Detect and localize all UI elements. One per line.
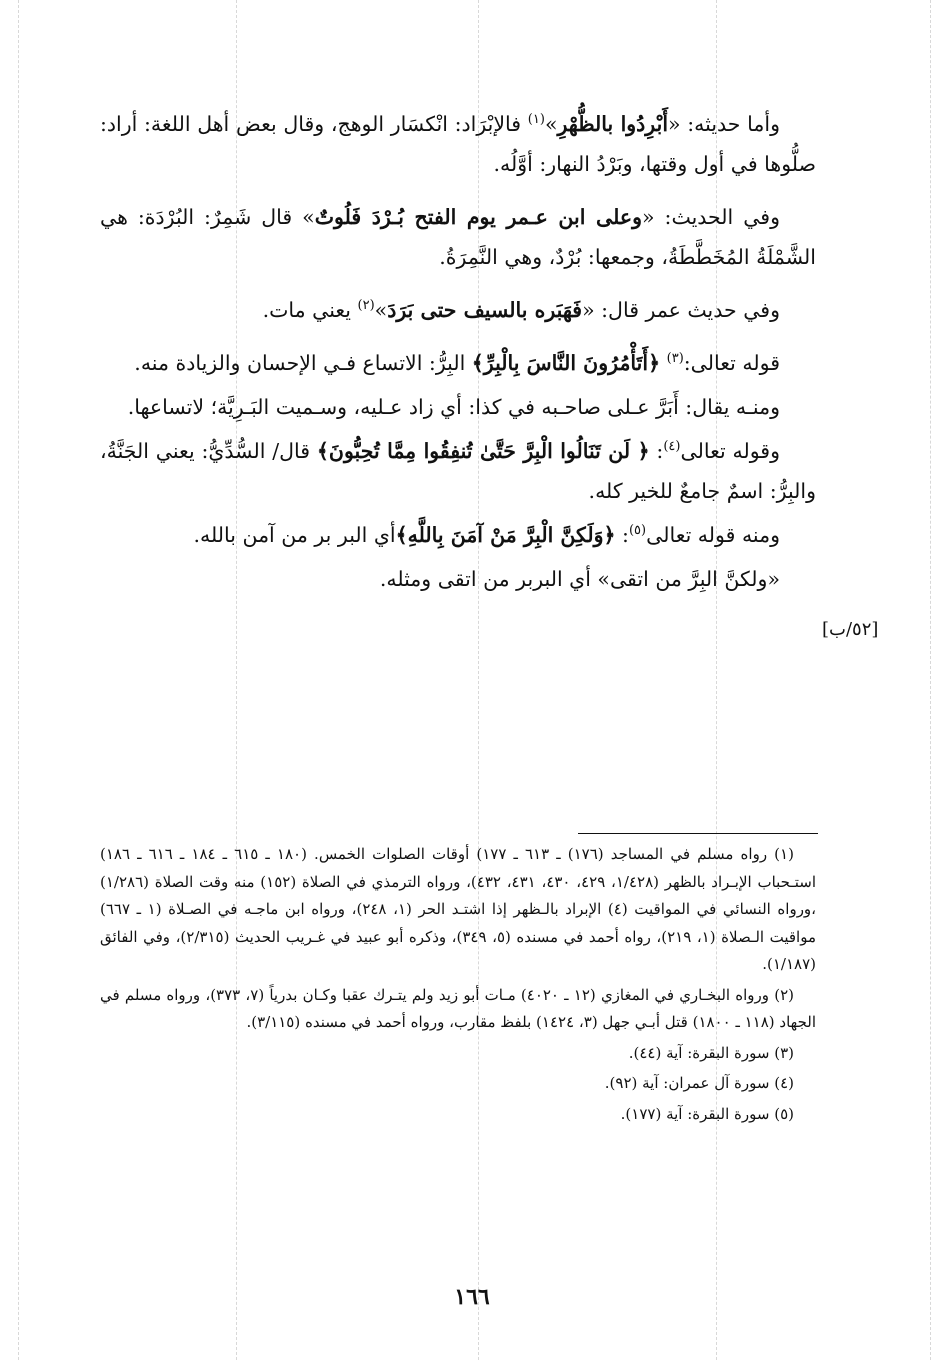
footnote-ref[interactable]: (٢) [357,298,375,314]
paragraph-ittaqa: «ولكنَّ البِرَّ من اتقى» أي البربر من اتقى ومثله. [379,567,780,591]
quran-quote: ﴿ لَن تَنَالُوا الْبِرَّ حَتَّىٰ تُنفِقُوا مِمَّا تُحِبُّونَ﴾ [316,439,650,463]
main-text [100,104,816,603]
manuscript-folio-note: [٥٢/ب] [822,619,879,640]
footnote-ref[interactable]: (٥) [628,523,647,539]
footnote-item: (٥) سورة البقرة: آية (١٧٧). [620,1104,794,1123]
footnote-item: (٤) سورة آل عمران: آية (٩٢). [604,1074,794,1092]
footnote-ref[interactable]: (٤) [663,439,681,455]
paragraph-umar: وفي حديث عمر قال: «فَهَبَره بالسيف حتى بَرَدَ»$^{(٢)}$ يعني مات. [262,298,780,322]
footnote-divider [578,833,818,834]
footnote-ref[interactable]: (١) [527,112,545,128]
footnote-item: (٣) سورة البقرة: آية (٤٤). [628,1043,794,1062]
footnote-item: (٢) ورواه البخـاري في المغازي (١٢ ـ ٤٠٢٠) مـات أبو زيد ولم يتـرك عقبا وكـان بدرياً (٧، ٣٧٣)، ورواه مسلم في الجهاد (١١٨ ـ ١٨٠٠) قتل أبـي جهل (٣، ١٤٢٤) بلفظ مقارب، ورواه أحمد في مسنده (٣/١١٥). [100,985,816,1031]
paragraph-tanalu: وقوله تعالى$^{(٤)}$: ﴿ لَن تَنَالُوا الْبِرَّ حَتَّىٰ تُنفِقُوا مِمَّا تُحِبُّونَ﴾ قال/ السُّدِّيُّ: يعني الجَنَّةُ، والبِرُّ: اسمٌ جامعٌ للخير كله. [100,439,816,503]
page-number: ١٦٦ [454,1284,490,1310]
hadith-quote: أَبْرِدُوا بالظُّهْرِ [557,112,669,136]
paragraph-abarra: ومنـه يقال: أَبَرَّ عـلى صاحـبه في كذا: أي زاد عـليه، وسـميت البَـرِيَّة؛ لاتساعها. [127,395,780,419]
paragraph-abridu: وأما حديثه: «أَبْرِدُوا بالظُّهْرِ»$^{(١)}$ فالإبْرَاد: انْكسَار الوهج، وقال بعض أهل اللغة: أراد: صلُّوها في أول وقتها، وبَرْدُ النهار: أوَّلُه. [100,112,816,176]
paragraph-walakinna: ومنه قوله تعالى$^{(٥)}$: ﴿وَلَكِنَّ الْبِرَّ مَنْ آمَنَ بِاللَّهِ﴾أي البر بر من آمن بالله. [193,523,780,547]
hadith-quote: فَهَبَره بالسيف حتى بَرَدَ [387,298,583,322]
scan-artifact-line [930,0,931,1360]
paragraph-burda: وفي الحديث: «وعلى ابن عـمر يوم الفتح بُـرْدَ فَلُوتٌ» قال شَمِرٌ: البُرْدَة: هي الشَّمْلَةُ المُخَطَّطَةُ، وجمعها: بُرْدٌ، وهي النَّمِرَةُ. [100,205,816,269]
hadith-quote: وعلى ابن عـمر يوم الفتح بُـرْدَ فَلُوتٌ [314,205,643,229]
quran-quote: ﴿وَلَكِنَّ الْبِرَّ مَنْ آمَنَ بِاللَّهِ﴾ [395,523,616,547]
footnotes [100,841,816,1131]
paragraph-birr: قوله تعالى:$^{(٣)}$ ﴿أَتَأْمُرُونَ النَّاسَ بِالْبِرِّ﴾ البِرُّ: الاتساع فـي الإحسان والزيادة منه. [134,351,780,375]
footnote-ref[interactable]: (٣) [666,351,684,367]
scan-artifact-line [18,0,19,1360]
quran-quote: ﴿أَتَأْمُرُونَ النَّاسَ بِالْبِرِّ﴾ [471,351,661,375]
footnote-item: (١) رواه مسلم في المساجد (١٧٦) ـ ٦١٣ ـ ١٧٧) أوقات الصلوات الخمس. (١٨٠ ـ ٦١٥ ـ ١٨٤ ـ ٦١٦ ـ ١٨٦) استـحباب الإبـراد بالظهر (١/٤٢٨، ٤٢٩، ٤٣٠، ٤٣١، ٤٣٢)، ورواه الترمذي في الصلاة (١٥٢) منه وقت الصلاة (١/٢٨٦) ،ورواه النسائي في المواقيت (٤) الإبراد بالـظهر إذا اشتـد الحر (١، ٢٤٨)، ورواه ابن ماجـه في الصـلاة (١ ـ ٦٦٧) مواقيت الـصلاة (١، ٢١٩)، رواه أحمد في مسنده (٥، ٣٤٩)، وذكره أبو عبيد في غـريب الحديث (٢/٣١٥)، وفي الفائق (١/١٨٧). [100,845,817,973]
